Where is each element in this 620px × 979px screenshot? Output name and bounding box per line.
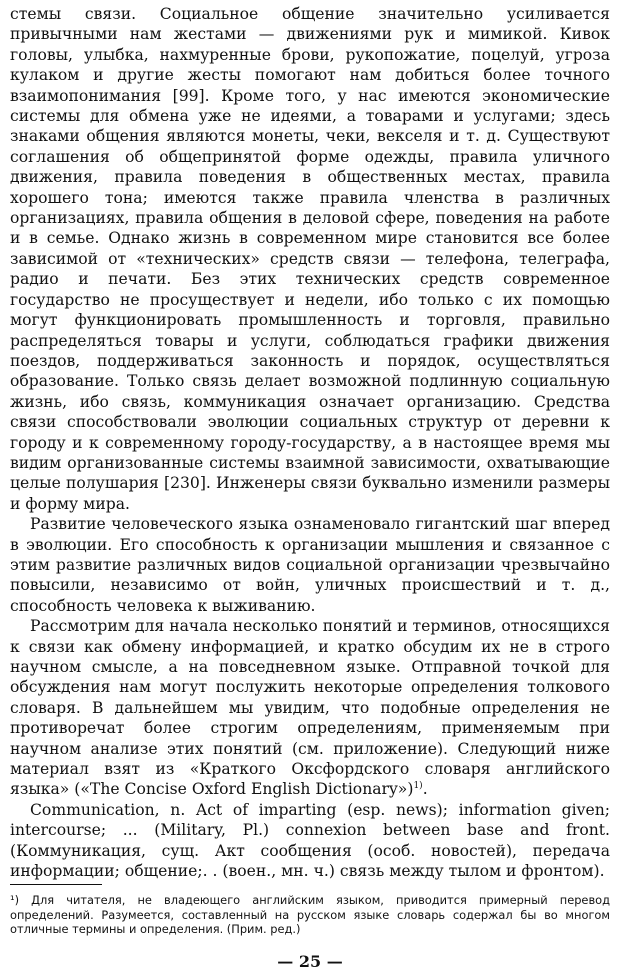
paragraph-communication-entry: Communication, n. Act of imparting (esp. news); information given; intercourse; ... (Military, Pl.) connexion between base and front. (Коммуникация, сущ. Акт сообщения (особ. новостей), передача информации; общение;. . (воен., мн. ч.) связь между тылом и фронтом). — [10, 800, 610, 881]
footnote-divider — [10, 884, 102, 885]
paragraph-continuation: стемы связи. Социальное общение значительно усиливается привычными нам жестами — движениями рук и мимикой. Кивок головы, улыбка, нахмуренные брови, рукопожатие, поцелуй, угроза кулаком и другие жесты помогают нам добиться более точного взаимопонимания [99]. Кроме того, у нас имеются экономические системы для обмена уже не идеями, а товарами и услугами; здесь знаками общения являются монеты, чеки, векселя и т. д. Существуют соглашения об общепринятой форме одежды, правила уличного движения, правила поведения в общественных местах, правила хорошего тона; имеются также правила членства в различных организациях, правила общения в деловой сфере, поведения на работе и в семье. Однако жизнь в современном мире становится все более зависимой от «технических» средств связи — телефона, телеграфа, радио и печати. Без этих технических средств современное государство не просуществует и недели, ибо только с их помощью могут функционировать промышленность и торговля, правильно распределяться товары и услуги, соблюдаться графики движения поездов, поддерживаться законность и порядок, осуществляться образование. Только связь делает возможной подлинную социальную жизнь, ибо связь, коммуникация означает организацию. Средства связи способствовали эволюции социальных структур от деревни к городу и к современному городу-государству, а в настоящее время мы видим организованные системы взаимной зависимости, охватывающие целые полушария [230]. Инженеры связи буквально изменили размеры и форму мира. — [10, 5, 610, 513]
paragraph-definitions-text: Рассмотрим для начала несколько понятий и терминов, относящихся к связи как обмену информацией, и кратко обсудим их не в строго научном смысле, а на повседневном языке. Отправной точкой для обсуждения нам могут послужить некоторые определения толкового словаря. В дальнейшем мы увидим, что подобные определения не противоречат более строгим определениям, применяемым при научном анализе этих понятий (см. приложение). Следующий ниже материал взят из «Краткого Оксфордского словаря английского языка» («The Concise Oxford English Dictionary») — [10, 617, 610, 799]
footnote: ¹) Для читателя, не владеющего английским языком, приводится примерный перевод определений. Разумеется, составленный на русском языке словарь содержал бы во многом отличные термины и определения. (Прим. ред.) — [10, 893, 610, 936]
paragraph-language: Развитие человеческого языка ознаменовало гигантский шаг вперед в эволюции. Его способность к организации мышления и связанное с этим развитие различных видов социальной организации чрезвычайно повысили, независимо от войн, уличных происшествий и т. д., способность человека к выживанию. — [10, 515, 610, 615]
page-number: — 25 — — [277, 952, 343, 971]
paragraph-definitions: Рассмотрим для начала несколько понятий и терминов, относящихся к связи как обмену информацией, и кратко обсудим их не в строго научном смысле, а на повседневном языке. Отправной точкой для обсуждения нам могут послужить некоторые определения толкового словаря. В дальнейшем мы увидим, что подобные определения не противоречат более строгим определениям, применяемым при научном анализе этих понятий (см. приложение). Следующий ниже материал взят из «Краткого Оксфордского словаря английского языка» («The Concise Oxford English Dictionary»)$^{1)}$. — [10, 617, 610, 799]
footnote-reference: 1) — [413, 781, 423, 792]
main-text — [10, 4, 610, 881]
